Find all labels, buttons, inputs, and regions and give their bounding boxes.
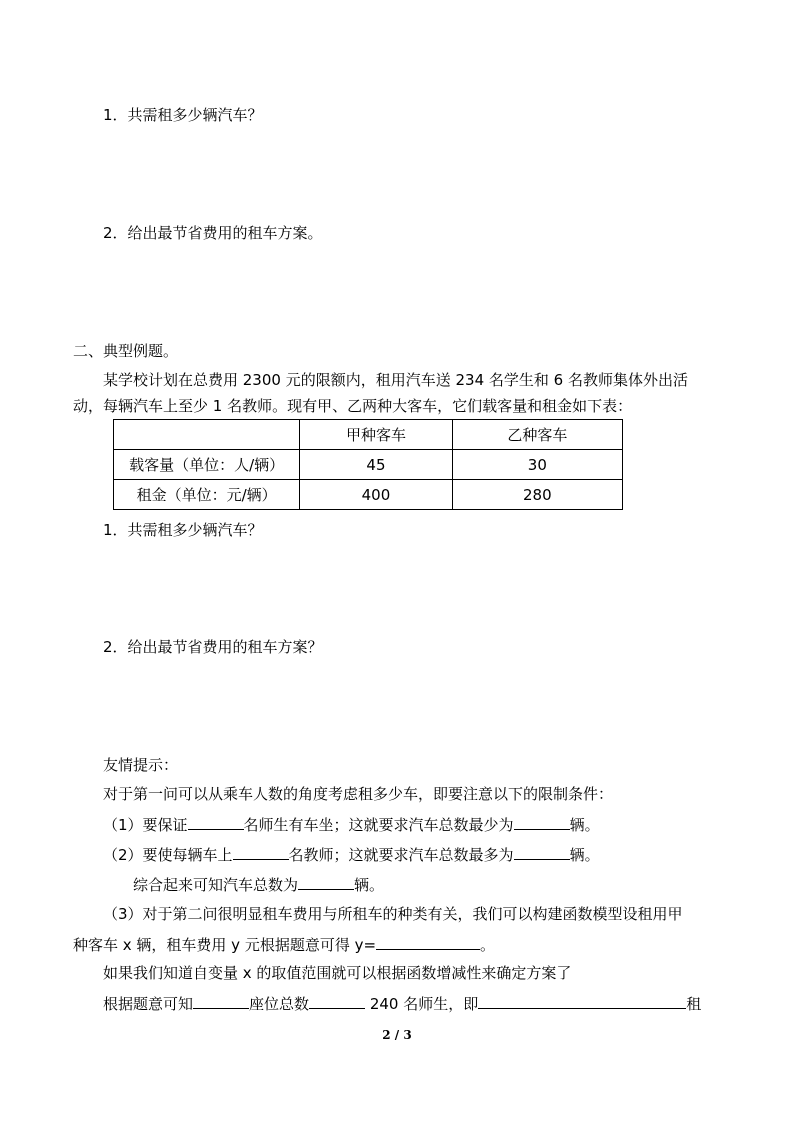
- tips-text: （1）要保证: [103, 816, 188, 834]
- fill-blank[interactable]: [478, 993, 686, 1009]
- fill-blank[interactable]: [193, 993, 249, 1009]
- table-header-cell: 乙种客车: [452, 420, 622, 450]
- question-1-top: 1．共需租多少辆汽车？: [103, 106, 263, 124]
- tips-text: 根据题意可知: [103, 995, 194, 1013]
- tips-title: 友情提示：: [103, 756, 179, 774]
- bus-table: [113, 419, 623, 510]
- table-row: [114, 450, 623, 480]
- tips-text: 辆。: [354, 876, 385, 894]
- table-cell: 400: [300, 480, 452, 510]
- tips-text: 名教师；这就要求汽车总数最多为: [288, 846, 514, 864]
- tips-line-1: 对于第一问可以从乘车人数的角度考虑租多少车，即要注意以下的限制条件：: [103, 785, 614, 803]
- fill-blank[interactable]: [298, 874, 354, 890]
- section-heading: 二、典型例题。: [73, 342, 179, 360]
- tips-text: （2）要使每辆车上: [103, 846, 233, 864]
- tips-text: 综合起来可知汽车总数为: [133, 876, 299, 894]
- tips-text: 名师生有车坐；这就要求汽车总数最少为: [243, 816, 514, 834]
- question-1: 1．共需租多少辆汽车？: [103, 521, 263, 539]
- table-row: [114, 480, 623, 510]
- tips-text: 。: [480, 936, 496, 954]
- fill-blank[interactable]: [188, 814, 244, 830]
- fill-blank[interactable]: [376, 934, 480, 950]
- tips-line-8: [103, 993, 701, 1014]
- table-cell: 载客量（单位：人/辆）: [114, 450, 300, 480]
- tips-text: 种客车 x 辆，租车费用 y 元根据题意可得 y=: [73, 936, 377, 954]
- intro-line-2: 动，每辆汽车上至少 1 名教师。现有甲、乙两种大客车，它们载客量和租金如下表：: [73, 397, 633, 415]
- table-header-cell: [114, 420, 300, 450]
- tips-line-5: （3）对于第二问很明显租车费用与所租车的种类有关，我们可以构建函数模型设租用甲: [103, 905, 683, 923]
- table-header-cell: 甲种客车: [300, 420, 452, 450]
- tips-line-3: [103, 844, 600, 865]
- tips-text: 座位总数: [249, 995, 310, 1013]
- tips-text: 租: [686, 995, 702, 1013]
- intro-line-1: 某学校计划在总费用 2300 元的限额内，租用汽车送 234 名学生和 6 名教师集体外出活: [103, 371, 688, 389]
- tips-text: 辆。: [569, 816, 600, 834]
- tips-line-6: [73, 934, 495, 955]
- tips-line-4: [133, 874, 384, 895]
- table-cell: 45: [300, 450, 452, 480]
- table-cell: 280: [452, 480, 622, 510]
- fill-blank[interactable]: [514, 814, 570, 830]
- tips-line-7: 如果我们知道自变量 x 的取值范围就可以根据函数增减性来确定方案了: [103, 964, 572, 982]
- question-2-top: 2．给出最节省费用的租车方案。: [103, 224, 323, 242]
- table-cell: 30: [452, 450, 622, 480]
- question-2: 2．给出最节省费用的租车方案？: [103, 638, 323, 656]
- table-header-row: [114, 420, 623, 450]
- fill-blank[interactable]: [309, 993, 365, 1009]
- page-number: 2 / 3: [382, 1028, 412, 1042]
- tips-text: 辆。: [569, 846, 600, 864]
- table-cell: 租金（单位：元/辆）: [114, 480, 300, 510]
- fill-blank[interactable]: [233, 844, 289, 860]
- fill-blank[interactable]: [514, 844, 570, 860]
- tips-line-2: [103, 814, 600, 835]
- tips-text: 240 名师生，即: [369, 995, 479, 1013]
